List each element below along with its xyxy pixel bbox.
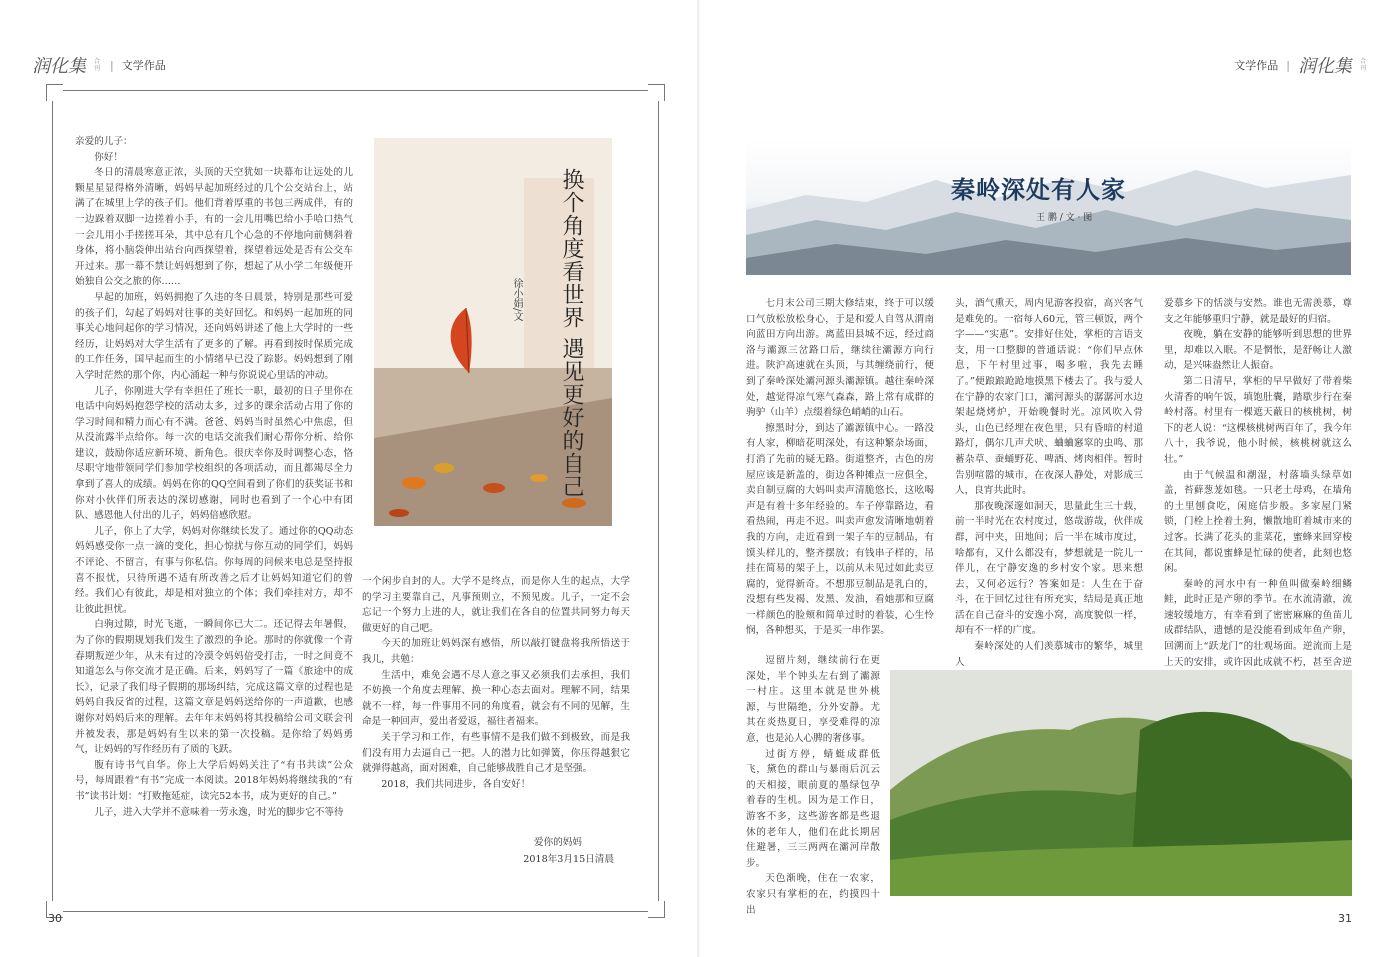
paragraph: 你好！ bbox=[94, 151, 123, 163]
article-banner bbox=[746, 140, 1351, 275]
paragraph: 2018，我们共同进步，各自安好！ bbox=[381, 778, 531, 790]
paragraph: 一个闲步自封的人。大学不是终点，而是你人生的起点，大学的学习主要靠自己，凡事预则立，不预见废。儿子，一定不会忘记一个努力上进的人，就让我们在各自的位置共同努力每天做更好的自己吧。 bbox=[362, 576, 630, 634]
left-header bbox=[32, 52, 166, 78]
paragraph: 过街方停，蜻蜓成群低飞，黛色的群山与暴雨后沉云的天相接，眼前夏的墨绿包孕着春的生机。因为是工作日，游客不多，这些游客都是些退休的老年人，他们在此长期居住避暑，三三两两在灞河岸散步。 bbox=[746, 748, 880, 869]
page-number: 30 bbox=[48, 912, 62, 925]
frame-corner bbox=[648, 901, 665, 918]
header-separator: | bbox=[110, 58, 114, 72]
paragraph: 七月末公司三期大修结束，终于可以缓口气放松放松身心，于是和爱人自驾从渭南向蓝田方向出游。离蓝田县城不远，经过商洛与灞源三岔路口后，继续往灞源方向行进。陕沪高速就在头顶，与其缠绕前行，便到了秦岭深处灞河源头灞源镇。越往秦岭深处，越觉得凉气寒气森森，路上常有成群的驹驴（山羊）点缀着绿色峭峭的山石。 bbox=[746, 298, 934, 419]
mountain-ink-illustration bbox=[746, 140, 1351, 275]
magazine-logo-sub: 合刊 bbox=[1360, 58, 1367, 72]
paragraph: 腹有诗书气自华。你上大学后妈妈关注了“有书共读”公众号，每周跟着“有书”完成一本阅读。2018年妈妈将继续我的“有书”读书计划：“打败拖延症，读完52本书，成为更好的自己。” bbox=[75, 759, 353, 802]
article-column-1-lower bbox=[746, 653, 880, 918]
magazine-logo: 润化集 bbox=[1298, 56, 1352, 77]
poster-author: 徐小娟/文 bbox=[511, 278, 522, 322]
paragraph: 亲爱的儿子： bbox=[75, 136, 133, 147]
paragraph: 白驹过隙，时光飞逝，一瞬间你已大二。还记得去年暑假，为了你的假期规划我们发生了激烈的争论。那时的你就像一个青春期叛逆少年，从未有过的冷漠令妈妈倍受打击，一时之间竟不知道怎么与你交流才是正确。后来，妈妈写了一篇《旅途中的成长》，记录了我们母子假期的那场纠结，完成这篇文章的过程也是妈妈自我反省的过程，这篇文章是妈妈送给你的一声道歉，也感谢你对妈妈后来的理解。去年年末妈妈将其投稿给公司文联会刊并被发表，那是妈妈有生以来的第一次投稿。是你给了妈妈勇气，让妈妈的写作经历有了质的飞跃。 bbox=[75, 619, 353, 756]
paragraph: 儿子，进入大学并不意味着一劳永逸，时光的脚步它不等待 bbox=[94, 806, 344, 818]
paragraph: 那夜晚深邃如洞天，思量此生三十载，前一半时光在农村度过，悠哉游哉，伙伴成群，河中夹，田地间；后一半在城市度过，啥都有，又什么都没有，梦想就是一院儿一伴儿，在宁静安逸的乡村安个家。思来想去，又何必远行？答案如是：人生在于奋斗，在于回忆过往有所充实，结局是真正地活在自己奋斗的安逸小窝，高度貌似一样，却有不一样的广度。 bbox=[955, 500, 1143, 637]
magazine-logo-sub: 合刊 bbox=[94, 58, 101, 72]
green-mountain-photo bbox=[890, 670, 1352, 896]
paragraph: 生活中，难免会遇不尽人意之事又必须我们去承担，我们不妨换一个角度去理解、换一种心态去面对。理解不同，结果就不一样，每一件事用不同的角度看，就会有不同的见解，生命是一种回声，爱出者爱返，福往者福来。 bbox=[362, 669, 630, 728]
frame-corner bbox=[46, 84, 63, 101]
letter-column-2 bbox=[362, 574, 630, 792]
letter-signature: 爱你的妈妈 bbox=[534, 837, 582, 848]
section-label: 文学作品 bbox=[1234, 59, 1279, 72]
page-number: 31 bbox=[1338, 912, 1352, 925]
section-label: 文学作品 bbox=[121, 59, 166, 72]
magazine-logo: 润化集 bbox=[32, 56, 86, 77]
paragraph: 头，酒气熏天，周内见游客投宿，高兴客气是难免的。一宿每人60元，管三顿饭，两个字——“实惠”。安排好住处，掌柜的言语支支，用一口整脚的普通话说：“你们早点休息，下午村里过事，喝多啦，我先去睡了。”便踉踉跄跄地摸黑下楼去了。我与爱人在宁静的农家门口，灞河源头的潺潺河水边架起烧烤炉，开始晚餐时光。凉风吹入骨头，山色已经埋在夜色里，只有昏暗的村道路灯，偶尔几声犬吠、蛐蛐窸窣的虫鸣、那蓄杂草、蚕蛹野花、啤酒、烤肉相伴。暂时告别喧嚣的城市，在夜深人静处，对影成三人，良宵共此时。 bbox=[955, 298, 1143, 497]
article-title: 秦岭深处有人家 bbox=[951, 175, 1126, 204]
paragraph: 秦岭深处的人们羡慕城市的繁华，城里人 bbox=[955, 641, 1143, 668]
paragraph: 儿子，你上了大学，妈妈对你继续长发了。通过你的QQ动态妈妈感受你一点一滴的变化，担心惊扰与你互动的同学们，妈妈不评论、不留言，有事与你私信。你每周的问候来电总是坚持报喜不报忧，只待所遇不适有所改善之后才让妈妈知道它们的曾经。我们心有彼此，却是相对独立的个体；我们牵挂对方，却不让彼此担忧。 bbox=[75, 525, 353, 615]
paragraph: 爱慕乡下的恬淡与安然。谁也无需羡慕，尊支之年能够重归宁静，就是最好的归宿。 bbox=[1164, 298, 1352, 325]
paragraph: 逗留片刻，继续前行在更深处，半个钟头左右到了灞源一村庄。这里本就是世外桃源，与世隔绝，分外安静。尤其在炎热夏日，享受难得的凉意，也是沁人心脾的奢侈事。 bbox=[746, 655, 880, 744]
article-column-1 bbox=[746, 296, 934, 639]
letter-date: 2018年3月15日清晨 bbox=[523, 854, 614, 865]
poster-image bbox=[374, 138, 612, 526]
paragraph: 儿子，你刚进大学有幸担任了班长一职，最初的日子里你在电话中向妈妈抱怨学校的活动太多，过多的课余活动占用了你的学习时间和精力而心有不满。爸爸、妈妈当时虽然心中焦虑，但从没流露半点给你。每一次的电话交流我们耐心帮你分析、给你建议，鼓励你适应新环境、新角色。很庆幸你及时调整心态，恪尽职守地带领同学们参加学校组织的各项活动，而且都竭尽全力拿到了喜人的成绩。妈妈在你的QQ空间看到了你们的获奖证书和你对小伙伴们所表达的深切感谢，同时也看到了一个心中有团队、感恩他人付出的儿子，妈妈倍感欣慰。 bbox=[75, 385, 353, 522]
paragraph: 早起的加班，妈妈拥抱了久违的冬日晨景，特别是那些可爱的孩子们，勾起了妈妈对往事的美好回忆。和妈妈一起加班的同事关心地问起你的学习情况，还向妈妈讲述了他上大学时的一些经历，让妈妈对大学生活有了更多的了解。再看到按时保质完成的工作任务，国早起而生的小情绪早已没了踪影。妈妈想到了刚入学时茫然的那个你，内心涌起一种与你说说心里话的冲动。 bbox=[75, 291, 353, 381]
header-separator: | bbox=[1286, 58, 1290, 72]
paragraph: 秦岭的河水中有一种鱼叫做秦岭细鳞鲑，此时正是产卵的季节。在水流清澈，流速较缓地方，有幸看到了密密麻麻的鱼苗儿成群结队，遗憾的是没能看到成年鱼产卵，回溯而上“跃龙门”的壮观场面。逆流而上是上天的安排，或许因此成就不朽，甚至舍逆 bbox=[1164, 578, 1352, 668]
mountain-forest-photo bbox=[890, 670, 1352, 896]
paragraph: 关于学习和工作，有些事情不是我们做不到极致，而是我们没有用力去逼自己一把。人的潜力比如弹簧，你压得越狠它就弹得越高，面对困难，自己能够战胜自己才是坚强。 bbox=[362, 731, 630, 775]
paragraph: 擦黑时分，到达了灞源镇中心。一路没有人家，柳暗花明深处，有这种繁杂场面，打消了先前的疑无路。街道整齐，古色的房屋应该是新盖的，街边各种摊点一应俱全，卖自制豆腐的大妈叫卖声清脆悠长，这吆喝声是有着十多年经验的。车子停靠路边，看看热闹，再走不迟。叫卖声愈发清晰地朝着我的方向，走近看到一架子车的豆制品，有馍头样儿的，整齐摆放；有钱串子样的，吊挂在简易的架子上，以前从未见过如此卖豆腐的，觉得新奇。不想那豆制品是乳白的，没想有些发褐、发黑、发油，看她那和豆腐一样颜色的脸颊和简单过时的着装，心生怜悯，各种想买，于是买一串作罢。 bbox=[746, 422, 934, 637]
letter-column-1 bbox=[75, 134, 353, 820]
paragraph: 夜晚，躺在安静的能够听到思想的世界里，却难以入眠。不是惘怅，是舒畅让人激动，是兴味盎然让人振奋。 bbox=[1164, 329, 1352, 372]
paragraph: 第二日清早，掌柜的早早做好了带着柴火清香的响午饭，填饱肚囊，踏歇步行在秦岭村落。村里有一棵遮天蔽日的核桃树，树下的老人说：“这棵核桃树两百年了，我今年八十，我爷说，他小时候，核桃树就这么壮。” bbox=[1164, 375, 1352, 465]
paragraph: 由于气候温和潮湿，村落墙头绿草如盖，苔藓葱茏如毯。一只老土母鸡，在墙角的土里刨食吃，闲庭信步般。多家屋门紧锁，门栓上拴着土狗，懒散地盯着城市来的过客。长满了花头的韭菜花，蜜蜂来回穿梭在其间，都说蜜蜂是忙碌的使者，此刻也悠闲。 bbox=[1164, 469, 1352, 575]
article-author: 王 鹏 / 文 · 图 bbox=[1036, 213, 1093, 223]
paragraph: 天色渐晚，住在一农家，农家只有掌柜的在，约摸四十出 bbox=[746, 873, 880, 916]
frame-corner bbox=[648, 84, 665, 101]
article-column-2 bbox=[955, 296, 1143, 670]
paragraph: 今天的加班让妈妈深有感悟，所以敲打键盘将我所悟送于我儿，共勉： bbox=[362, 638, 630, 665]
right-header bbox=[1234, 52, 1368, 78]
poster-title: 换个角度看世界 遇见更好的自己 bbox=[559, 168, 584, 498]
paragraph: 冬日的清晨寒意正浓，头顶的天空犹如一块幕布让远处的儿颗星星显得格外清晰，妈妈早起加班经过的几个公交站台上，站满了在城里上学的孩子们。他们背着厚重的书包三两成伴，有的一边跺着双脚一边搓着小手，有的一会儿用嘴巴给小手哈口热气一会儿用小手搓搓耳朵，其中总有几个心急的不停地向前侧斜着身体，将小脑袋伸出站台向西探望着，探望着远处是否有公交车开过来。那一幕不禁让妈妈想到了你，想起了从小学二年级便开始独自公交之旅的你…… bbox=[75, 167, 353, 288]
